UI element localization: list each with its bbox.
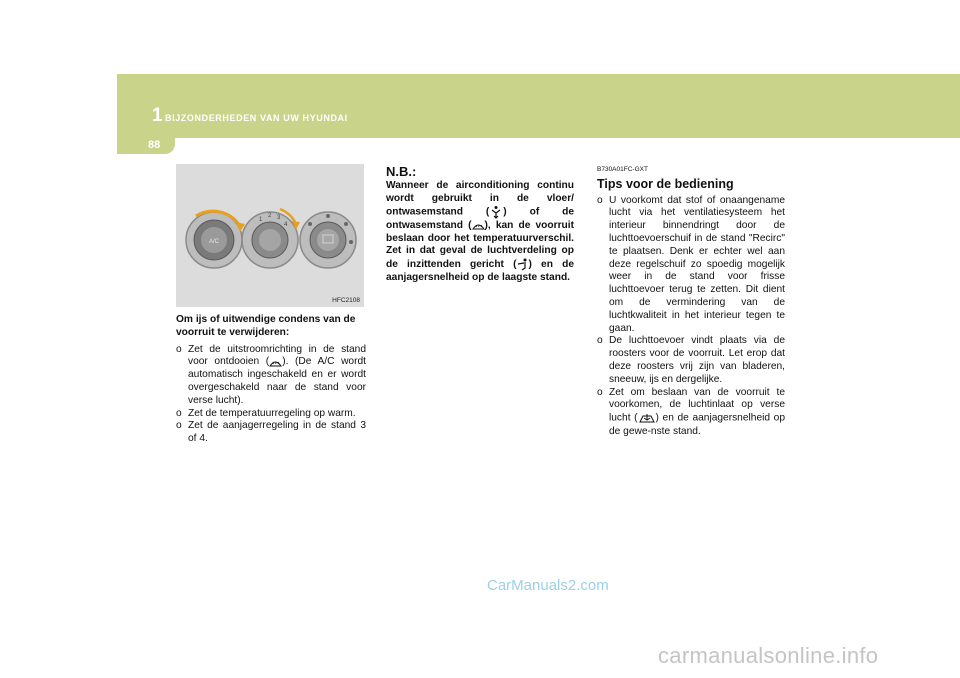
note-title: N.B.:: [386, 164, 417, 179]
defrost-instructions: [176, 314, 366, 446]
bullet-marker: o: [597, 386, 603, 398]
carmanualsonline-watermark[interactable]: carmanualsonline.info: [658, 643, 879, 668]
defrost-steps: [176, 344, 366, 446]
tips-section: [597, 164, 785, 438]
list-item-text: Zet de uitstroomrichting in de stand voor ontdooien (: [188, 343, 366, 368]
climate-control-figure: [176, 164, 364, 307]
list-item-text: Zet de temperatuurregeling op warm.: [188, 407, 356, 419]
fan-speed-1: 1: [259, 217, 263, 223]
chapter-number: 1: [152, 105, 163, 126]
list-item-text: De luchttoevoer vindt plaats via de roosters voor de voorruit. Let erop dat deze roosters vrij zijn van bladeren, sneeuw, ijs en dergelijke.: [609, 335, 785, 385]
ac-label: A/C: [208, 239, 220, 245]
fan-speed-4: 4: [284, 222, 288, 228]
fan-speed-3: 3: [277, 215, 281, 221]
carmanuals-watermark[interactable]: CarManuals2.com: [487, 577, 609, 594]
defrost-icon: [472, 220, 485, 230]
fresh-air-icon: [638, 412, 656, 424]
list-item-text: ). (De A/C wordt automatisch ingeschakeld en er wordt overgeschakeld naar de stand voor verse lucht).: [188, 356, 366, 406]
list-item: [176, 408, 366, 421]
note-body: [386, 180, 574, 285]
floor-defrost-icon: [489, 205, 503, 219]
list-item: [176, 344, 366, 408]
climate-control-panel-illustration: [176, 164, 364, 307]
note-text: ), kan de voorruit beslaan door het temperatuurverschil. Zet in dat geval de luchtverdeling op de inzittenden gericht (: [386, 219, 574, 271]
bullet-marker: o: [597, 194, 603, 206]
list-item: [597, 387, 785, 439]
defrost-icon: [269, 357, 282, 367]
note-text: ) of de ontwasemstand (: [386, 207, 575, 231]
tips-list: [597, 195, 785, 439]
bullet-marker: o: [597, 335, 603, 347]
list-item: [597, 195, 785, 336]
note-text: ) en de aanjagersnelheid op de laagste stand.: [386, 259, 574, 284]
page-number: 88: [148, 139, 161, 151]
header-band: [117, 74, 960, 138]
page-number-tab: [117, 138, 175, 154]
list-item-text: U voorkomt dat stof of onaangename lucht via het ventilatiesysteem het interieur binnendringt door de luchttoevoerschuif in de stand "Recirc" te plaatsen. Denk er echter wel aan deze regelschuif zo spoedig mogelijk weer in de stand voor frisse luchttoevoer terug te zetten. Dit dient om de vermindering van de luchtkwaliteit in het interieur tegen te gaan.: [609, 194, 785, 334]
list-item-text: Zet om beslaan van de voorruit te voorkomen, de luchtinlaat op verse lucht (: [609, 386, 785, 424]
list-item: [597, 335, 785, 386]
fan-speed-2: 2: [268, 213, 272, 219]
figure-code: HFC2108: [332, 297, 360, 304]
defrost-heading: Om ijs of uitwendige condens van de voorruit te verwijderen:: [176, 314, 356, 338]
note-text: Wanneer de airconditioning continu wordt gebruikt in de vloer/ ontwasemstand (: [386, 179, 574, 219]
face-vent-icon: [517, 258, 529, 271]
section-code: B730A01FC-GXT: [597, 166, 648, 173]
list-item-text: ) en de aanjagersnelheid op de gewe-nste stand.: [609, 412, 785, 437]
bullet-marker: o: [176, 343, 182, 355]
tips-title: Tips voor de bediening: [597, 176, 734, 191]
list-item: [176, 420, 366, 446]
note-section: [386, 166, 574, 285]
chapter-title: BIJZONDERHEDEN VAN UW HYUNDAI: [165, 113, 348, 123]
bullet-marker: o: [176, 420, 182, 432]
list-item-text: Zet de aanjagerregeling in de stand 3 of 4.: [188, 420, 366, 445]
bullet-marker: o: [176, 407, 182, 419]
